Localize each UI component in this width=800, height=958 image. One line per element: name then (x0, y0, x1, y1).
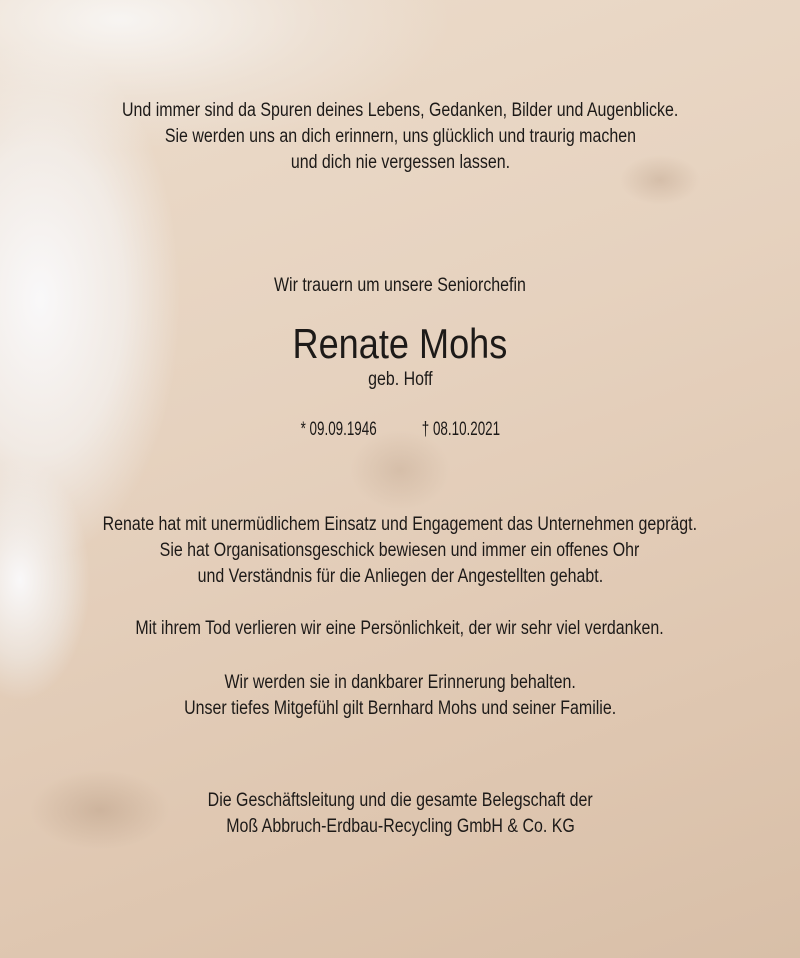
tribute-line: und Verständnis für die Anliegen der Angestellten gehabt. (197, 566, 603, 587)
signature-line: Die Geschäftsleitung und die gesamte Belegschaft der (207, 790, 593, 811)
deceased-name: Renate Mohs (292, 320, 508, 367)
verse-line: und dich nie vergessen lassen. (290, 152, 510, 173)
signature-line: Moß Abbruch-Erdbau-Recycling GmbH & Co. KG (225, 816, 575, 837)
birth-date: * 09.09.1946 (300, 419, 377, 440)
maiden-name: geb. Hoff (367, 369, 433, 390)
verse-line: Sie werden uns an dich erinnern, uns glücklich und traurig machen (164, 126, 636, 147)
tribute-line: Renate hat mit unermüdlichem Einsatz und Engagement das Unternehmen geprägt. (102, 514, 698, 535)
loss-text: Mit ihrem Tod verlieren wir eine Persönlichkeit, der wir sehr viel verdanken. (135, 618, 665, 639)
remembrance-line: Unser tiefes Mitgefühl gilt Bernhard Mohs und seiner Familie. (183, 698, 616, 719)
death-date: † 08.10.2021 (421, 419, 500, 440)
tribute-line: Sie hat Organisationsgeschick bewiesen und immer ein offenes Ohr (160, 540, 640, 561)
intro-text: Wir trauern um unsere Seniorchefin (274, 275, 526, 296)
remembrance-line: Wir werden sie in dankbarer Erinnerung behalten. (224, 672, 576, 693)
verse-line: Und immer sind da Spuren deines Lebens, Gedanken, Bilder und Augenblicke. (121, 100, 679, 121)
life-dates (0, 419, 800, 441)
